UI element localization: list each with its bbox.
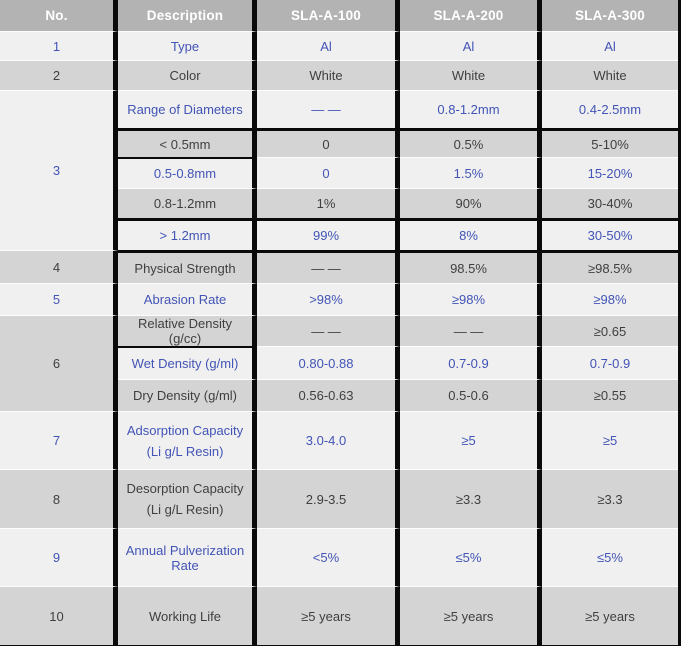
cell-o12-a300: 30-50% [542, 218, 678, 250]
cell-o12-a200: 8% [400, 218, 542, 250]
cell-color-a100: White [257, 60, 400, 90]
row-range-of-diameters [0, 90, 678, 128]
cell-desorption-a200: ≥3.3 [400, 469, 542, 528]
cell-reldensity-a300: ≥0.65 [542, 315, 678, 346]
cell-color-label: Color [118, 60, 257, 90]
cell-reldensity-a100: — — [257, 315, 400, 346]
table-header-row [0, 0, 678, 31]
cell-strength-a300: ≥98.5% [542, 250, 678, 283]
cell-0508-label: 0.5-0.8mm [118, 157, 257, 188]
row-color [0, 60, 678, 90]
cell-no-4: 4 [0, 250, 118, 283]
cell-desorption-label [118, 469, 257, 528]
cell-no-6: 6 [0, 315, 118, 411]
adsorption-label-line1: Adsorption Capacity [126, 422, 244, 438]
cell-no-3: 3 [0, 90, 118, 250]
cell-range-a300: 0.4-2.5mm [542, 90, 678, 128]
cell-workinglife-label: Working Life [118, 586, 257, 645]
desorption-label-line1: Desorption Capacity [126, 481, 244, 496]
cell-0508-a300: 15-20% [542, 157, 678, 188]
cell-no-9: 9 [0, 528, 118, 586]
cell-desorption-a100: 2.9-3.5 [257, 469, 400, 528]
column-header-sla-a-300: SLA-A-300 [542, 0, 678, 31]
cell-color-a300: White [542, 60, 678, 90]
column-header-description: Description [118, 0, 257, 31]
row-type [0, 31, 678, 60]
cell-strength-a100: — — [257, 250, 400, 283]
cell-o12-a100: 99% [257, 218, 400, 250]
cell-type-a300: Al [542, 31, 678, 60]
cell-adsorption-a200: ≥5 [400, 411, 542, 469]
row-working-life [0, 586, 678, 645]
cell-abrasion-a300: ≥98% [542, 283, 678, 315]
row-physical-strength [0, 250, 678, 283]
cell-desorption-a300: ≥3.3 [542, 469, 678, 528]
cell-0812-a300: 30-40% [542, 188, 678, 218]
cell-range-label: Range of Diameters [118, 90, 257, 128]
cell-no-7: 7 [0, 411, 118, 469]
cell-drydensity-label: Dry Density (g/ml) [118, 379, 257, 411]
cell-u05-label: < 0.5mm [118, 128, 257, 157]
cell-workinglife-a300: ≥5 years [542, 586, 678, 645]
cell-adsorption-a100: 3.0-4.0 [257, 411, 400, 469]
cell-o12-label: > 1.2mm [118, 218, 257, 250]
desorption-label-line2: (Li g/L Resin) [146, 502, 224, 517]
cell-reldensity-label: Relative Density (g/cc) [118, 315, 257, 346]
cell-0812-a100: 1% [257, 188, 400, 218]
cell-range-a100: — — [257, 90, 400, 128]
cell-pulverization-a200: ≤5% [400, 528, 542, 586]
cell-adsorption-a300: ≥5 [542, 411, 678, 469]
cell-range-a200: 0.8-1.2mm [400, 90, 542, 128]
row-adsorption-capacity [0, 411, 678, 469]
cell-wetdensity-a200: 0.7-0.9 [400, 346, 542, 379]
row-relative-density [0, 315, 678, 346]
cell-no-1: 1 [0, 31, 118, 60]
cell-no-10: 10 [0, 586, 118, 645]
row-abrasion-rate [0, 283, 678, 315]
cell-strength-label: Physical Strength [118, 250, 257, 283]
cell-drydensity-a200: 0.5-0.6 [400, 379, 542, 411]
row-annual-pulverization-rate [0, 528, 678, 586]
cell-pulverization-a100: <5% [257, 528, 400, 586]
cell-wetdensity-a300: 0.7-0.9 [542, 346, 678, 379]
cell-0812-a200: 90% [400, 188, 542, 218]
cell-workinglife-a200: ≥5 years [400, 586, 542, 645]
cell-wetdensity-a100: 0.80-0.88 [257, 346, 400, 379]
cell-adsorption-label [118, 411, 257, 469]
cell-u05-a200: 0.5% [400, 128, 542, 157]
cell-wetdensity-label: Wet Density (g/ml) [118, 346, 257, 379]
cell-u05-a300: 5-10% [542, 128, 678, 157]
cell-strength-a200: 98.5% [400, 250, 542, 283]
cell-abrasion-a100: >98% [257, 283, 400, 315]
adsorption-label-line2: (Li g/L Resin) [146, 443, 224, 459]
cell-drydensity-a300: ≥0.55 [542, 379, 678, 411]
cell-0812-label: 0.8-1.2mm [118, 188, 257, 218]
cell-drydensity-a100: 0.56-0.63 [257, 379, 400, 411]
cell-no-5: 5 [0, 283, 118, 315]
cell-reldensity-a200: — — [400, 315, 542, 346]
cell-pulverization-a300: ≤5% [542, 528, 678, 586]
cell-pulverization-label: Annual Pulverization Rate [118, 528, 257, 586]
row-desorption-capacity [0, 469, 678, 528]
cell-type-label: Type [118, 31, 257, 60]
column-header-sla-a-200: SLA-A-200 [400, 0, 542, 31]
cell-0508-a200: 1.5% [400, 157, 542, 188]
cell-color-a200: White [400, 60, 542, 90]
cell-type-a200: Al [400, 31, 542, 60]
cell-u05-a100: 0 [257, 128, 400, 157]
cell-abrasion-label: Abrasion Rate [118, 283, 257, 315]
cell-0508-a100: 0 [257, 157, 400, 188]
cell-type-a100: Al [257, 31, 400, 60]
cell-no-2: 2 [0, 60, 118, 90]
column-header-sla-a-100: SLA-A-100 [257, 0, 400, 31]
cell-workinglife-a100: ≥5 years [257, 586, 400, 645]
cell-no-8: 8 [0, 469, 118, 528]
column-header-no: No. [0, 0, 118, 31]
cell-abrasion-a200: ≥98% [400, 283, 542, 315]
